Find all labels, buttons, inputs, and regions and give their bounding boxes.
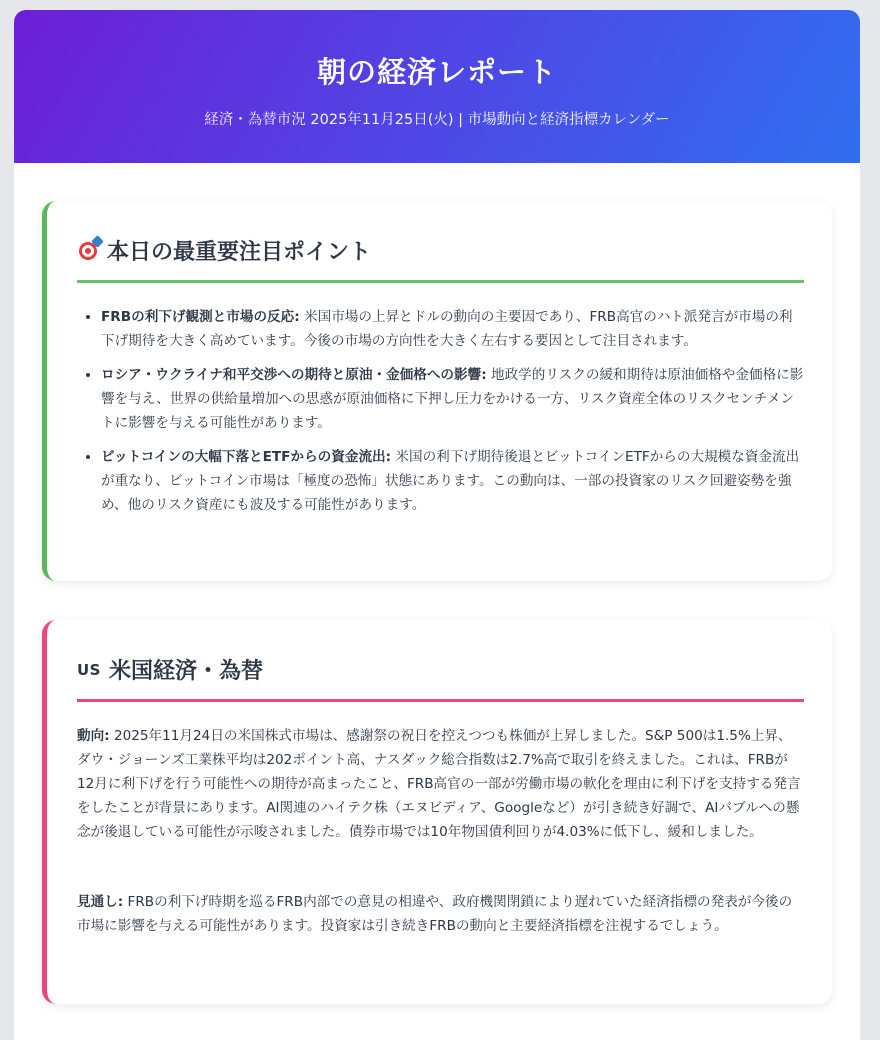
target-icon [77,240,99,262]
us-economy-card [42,620,832,1004]
us-heading [77,654,804,702]
report-page [14,10,860,1040]
list-item [101,305,804,353]
highlights-title: 本日の最重要注目ポイント [107,240,372,265]
trend-label: 動向: [77,728,110,744]
highlights-heading [77,235,804,283]
trend-text: 2025年11月24日の米国株式市場は、感謝祭の祝日を控えつつも株価が上昇しました。S&P 500は1.5%上昇、ダウ・ジョーンズ工業株平均は202ポイント高、ナスダック総合指数は2.7%高で取引を終えました。これは、FRBが12月に利下げを行う可能性への期待が高まったこと、FRB高官の一部が労働市場の軟化を理由に利下げを支持する発言をしたことが背景にあります。AI関連のハイテク株（エヌビディア、Googleなど）が引き続き好調で、AIバブルへの懸念が後退している可能性が示唆されました。債券市場では10年物国債利回りが4.03%に低下し、緩和しました。 [77,728,801,840]
point-label: ロシア・ウクライナ和平交渉への期待と原油・金価格への影響: [101,367,487,383]
point-text: 米国の利下げ期待後退とビットコインETFからの大規模な資金流出が重なり、ビットコイン市場は「極度の恐怖」状態にあります。この動向は、一部の投資家のリスク回避姿勢を強め、他のリスク資産にも波及する可能性があります。 [101,449,800,513]
point-text: 米国市場の上昇とドルの動向の主要因であり、FRB高官のハト派発言が市場の利下げ期待を大きく高めています。今後の市場の方向性を大きく左右する要因として注目されます。 [101,309,793,349]
report-header [14,10,860,163]
report-title: 朝の経済レポート [316,55,557,89]
us-outlook-paragraph [77,890,804,938]
us-title: 米国経済・為替 [108,659,263,684]
highlights-card [42,201,832,581]
point-label: ビットコインの大幅下落とETFからの資金流出: [101,449,392,465]
highlights-list [79,305,804,527]
us-trend-paragraph [77,724,804,844]
outlook-text: FRBの利下げ時期を巡るFRB内部での意見の相違や、政府機関閉鎖により遅れていた経済指標の発表が今後の市場に影響を与える可能性があります。投資家は引き続きFRBの動向と主要経済指標を注視するでしょう。 [77,894,793,934]
point-text: 地政学的リスクの緩和期待は原油価格や金価格に影響を与え、世界の供給量増加への思惑が原油価格に下押し圧力をかける一方、リスク資産全体のリスクセンチメントに影響を与える可能性があります。 [101,367,804,431]
point-label: FRBの利下げ観測と市場の反応: [101,309,300,325]
us-flag-icon: US [77,660,101,679]
list-item [101,445,804,517]
report-subtitle: 経済・為替市況 2025年11月25日(火) | 市場動向と経済指標カレンダー [204,112,670,128]
list-item [101,363,804,435]
outlook-label: 見通し: [77,894,124,910]
